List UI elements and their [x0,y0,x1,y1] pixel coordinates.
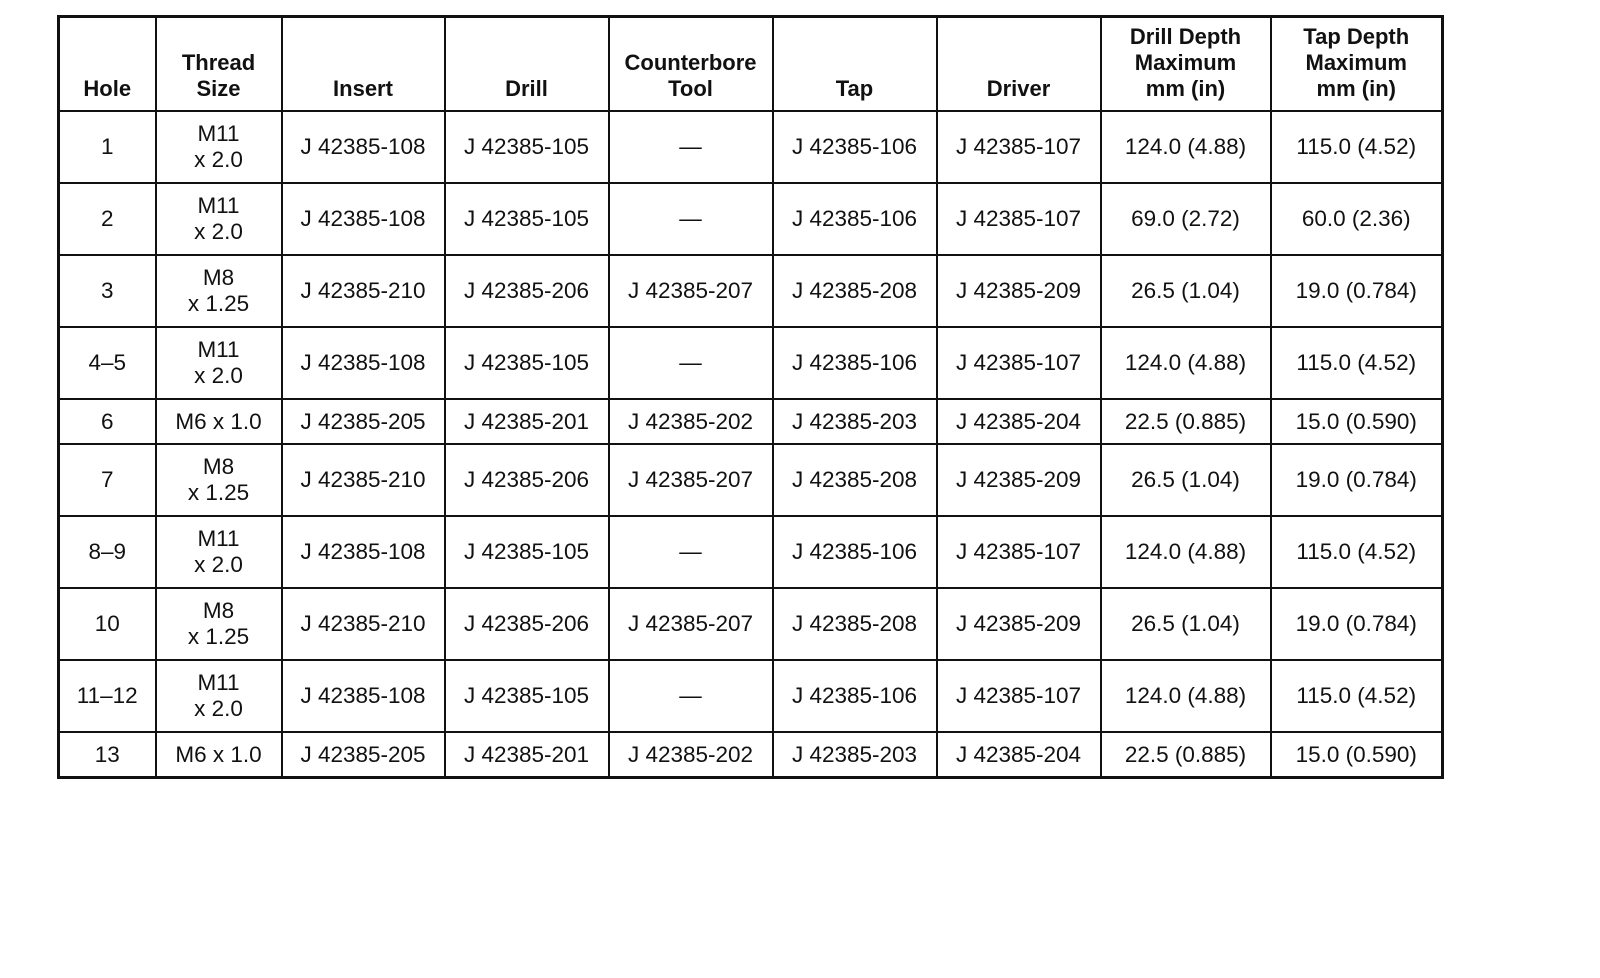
cell-insert: J 42385-210 [282,444,445,516]
table-row [59,660,1443,732]
cell-insert: J 42385-210 [282,588,445,660]
cell-hole: 2 [59,183,156,255]
header-tap-depth-line: Maximum [1305,50,1407,75]
cell-thread-line: x 2.0 [194,147,243,172]
cell-thread-size [156,444,282,516]
cell-drill-depth: 124.0 (4.88) [1101,327,1271,399]
tool-specification-table [57,15,1444,779]
header-thread-size [156,17,282,112]
cell-drill: J 42385-206 [445,588,609,660]
table-body [59,111,1443,778]
cell-hole: 8–9 [59,516,156,588]
cell-hole: 1 [59,111,156,183]
cell-thread-size [156,327,282,399]
cell-driver: J 42385-209 [937,255,1101,327]
cell-tap: J 42385-106 [773,327,937,399]
cell-tap-depth: 19.0 (0.784) [1271,588,1443,660]
cell-tap: J 42385-106 [773,111,937,183]
cell-thread-line: x 2.0 [194,219,243,244]
cell-thread-line: M8 [202,454,235,479]
cell-thread-line: x 2.0 [194,552,243,577]
cell-hole: 7 [59,444,156,516]
cell-tap-depth: 115.0 (4.52) [1271,327,1443,399]
header-thread-size-line: Thread [181,50,256,75]
cell-driver: J 42385-107 [937,516,1101,588]
header-tap-depth-line: Tap Depth [1303,24,1410,49]
cell-thread-size [156,660,282,732]
header-drill-depth-line: mm (in) [1145,76,1226,101]
cell-tap-depth: 15.0 (0.590) [1271,732,1443,778]
cell-tap: J 42385-208 [773,588,937,660]
cell-thread-size [156,516,282,588]
header-drill-depth-line: Maximum [1134,50,1237,75]
cell-thread-line: x 2.0 [194,696,243,721]
cell-tap-depth: 115.0 (4.52) [1271,516,1443,588]
header-thread-size-line: Size [196,76,241,101]
table-row [59,588,1443,660]
cell-counterbore: — [609,183,773,255]
cell-driver: J 42385-204 [937,399,1101,444]
cell-hole: 3 [59,255,156,327]
cell-drill: J 42385-105 [445,516,609,588]
table-row [59,111,1443,183]
cell-counterbore: — [609,111,773,183]
cell-hole: 4–5 [59,327,156,399]
cell-drill-depth: 124.0 (4.88) [1101,111,1271,183]
table-row [59,732,1443,778]
cell-thread-line: x 2.0 [194,363,243,388]
cell-tap-depth: 115.0 (4.52) [1271,660,1443,732]
cell-thread-size [156,183,282,255]
cell-driver: J 42385-204 [937,732,1101,778]
cell-thread-size: M6 x 1.0 [156,732,282,778]
cell-thread-line: M11 [197,337,240,362]
cell-drill: J 42385-201 [445,399,609,444]
cell-thread-line: M8 [202,598,235,623]
cell-hole: 6 [59,399,156,444]
cell-counterbore: J 42385-202 [609,399,773,444]
header-driver: Driver [937,17,1101,112]
header-drill-depth-line: Drill Depth [1129,24,1242,49]
cell-thread-line: x 1.25 [187,624,250,649]
header-drill: Drill [445,17,609,112]
header-counterbore-tool-line: Counterbore [624,50,757,75]
cell-drill: J 42385-105 [445,183,609,255]
table-row [59,444,1443,516]
cell-counterbore: J 42385-207 [609,588,773,660]
cell-thread-line: M8 [202,265,235,290]
cell-counterbore: J 42385-202 [609,732,773,778]
header-tap-depth [1271,17,1443,112]
cell-drill-depth: 124.0 (4.88) [1101,516,1271,588]
cell-drill: J 42385-206 [445,255,609,327]
cell-thread-line: M11 [197,670,240,695]
cell-drill-depth: 26.5 (1.04) [1101,444,1271,516]
cell-counterbore: — [609,516,773,588]
table-row [59,183,1443,255]
cell-tap: J 42385-106 [773,183,937,255]
cell-drill-depth: 69.0 (2.72) [1101,183,1271,255]
table-row [59,255,1443,327]
cell-hole: 13 [59,732,156,778]
cell-drill-depth: 26.5 (1.04) [1101,588,1271,660]
cell-thread-size [156,588,282,660]
cell-drill: J 42385-201 [445,732,609,778]
cell-counterbore: J 42385-207 [609,255,773,327]
cell-driver: J 42385-209 [937,588,1101,660]
cell-drill: J 42385-105 [445,660,609,732]
cell-insert: J 42385-210 [282,255,445,327]
cell-insert: J 42385-205 [282,399,445,444]
cell-driver: J 42385-107 [937,111,1101,183]
cell-counterbore: J 42385-207 [609,444,773,516]
cell-insert: J 42385-108 [282,327,445,399]
cell-thread-line: M11 [197,526,240,551]
cell-tap-depth: 15.0 (0.590) [1271,399,1443,444]
header-row [59,17,1443,112]
cell-driver: J 42385-107 [937,660,1101,732]
cell-counterbore: — [609,660,773,732]
cell-tap-depth: 60.0 (2.36) [1271,183,1443,255]
header-drill-depth [1101,17,1271,112]
cell-drill-depth: 22.5 (0.885) [1101,399,1271,444]
cell-drill: J 42385-105 [445,111,609,183]
cell-thread-line: M11 [197,121,240,146]
cell-tap: J 42385-106 [773,660,937,732]
header-tap: Tap [773,17,937,112]
table-row [59,516,1443,588]
cell-thread-line: M11 [197,193,240,218]
cell-thread-line: x 1.25 [187,480,250,505]
cell-drill-depth: 124.0 (4.88) [1101,660,1271,732]
header-counterbore-tool [609,17,773,112]
header-hole: Hole [59,17,156,112]
cell-tap: J 42385-203 [773,399,937,444]
table-row [59,399,1443,444]
cell-insert: J 42385-108 [282,111,445,183]
cell-thread-size: M6 x 1.0 [156,399,282,444]
cell-counterbore: — [609,327,773,399]
cell-tap: J 42385-208 [773,444,937,516]
cell-driver: J 42385-209 [937,444,1101,516]
cell-drill-depth: 22.5 (0.885) [1101,732,1271,778]
cell-tap: J 42385-208 [773,255,937,327]
cell-drill: J 42385-206 [445,444,609,516]
cell-insert: J 42385-205 [282,732,445,778]
cell-tap: J 42385-203 [773,732,937,778]
cell-driver: J 42385-107 [937,327,1101,399]
header-insert: Insert [282,17,445,112]
cell-hole: 11–12 [59,660,156,732]
cell-tap: J 42385-106 [773,516,937,588]
cell-drill-depth: 26.5 (1.04) [1101,255,1271,327]
header-counterbore-tool-line: Tool [668,76,713,101]
cell-thread-line: x 1.25 [187,291,250,316]
table-row [59,327,1443,399]
cell-tap-depth: 19.0 (0.784) [1271,255,1443,327]
header-tap-depth-line: mm (in) [1316,76,1396,101]
cell-insert: J 42385-108 [282,183,445,255]
cell-drill: J 42385-105 [445,327,609,399]
cell-thread-size [156,111,282,183]
cell-hole: 10 [59,588,156,660]
cell-thread-size [156,255,282,327]
cell-driver: J 42385-107 [937,183,1101,255]
cell-tap-depth: 115.0 (4.52) [1271,111,1443,183]
cell-insert: J 42385-108 [282,516,445,588]
cell-tap-depth: 19.0 (0.784) [1271,444,1443,516]
cell-insert: J 42385-108 [282,660,445,732]
